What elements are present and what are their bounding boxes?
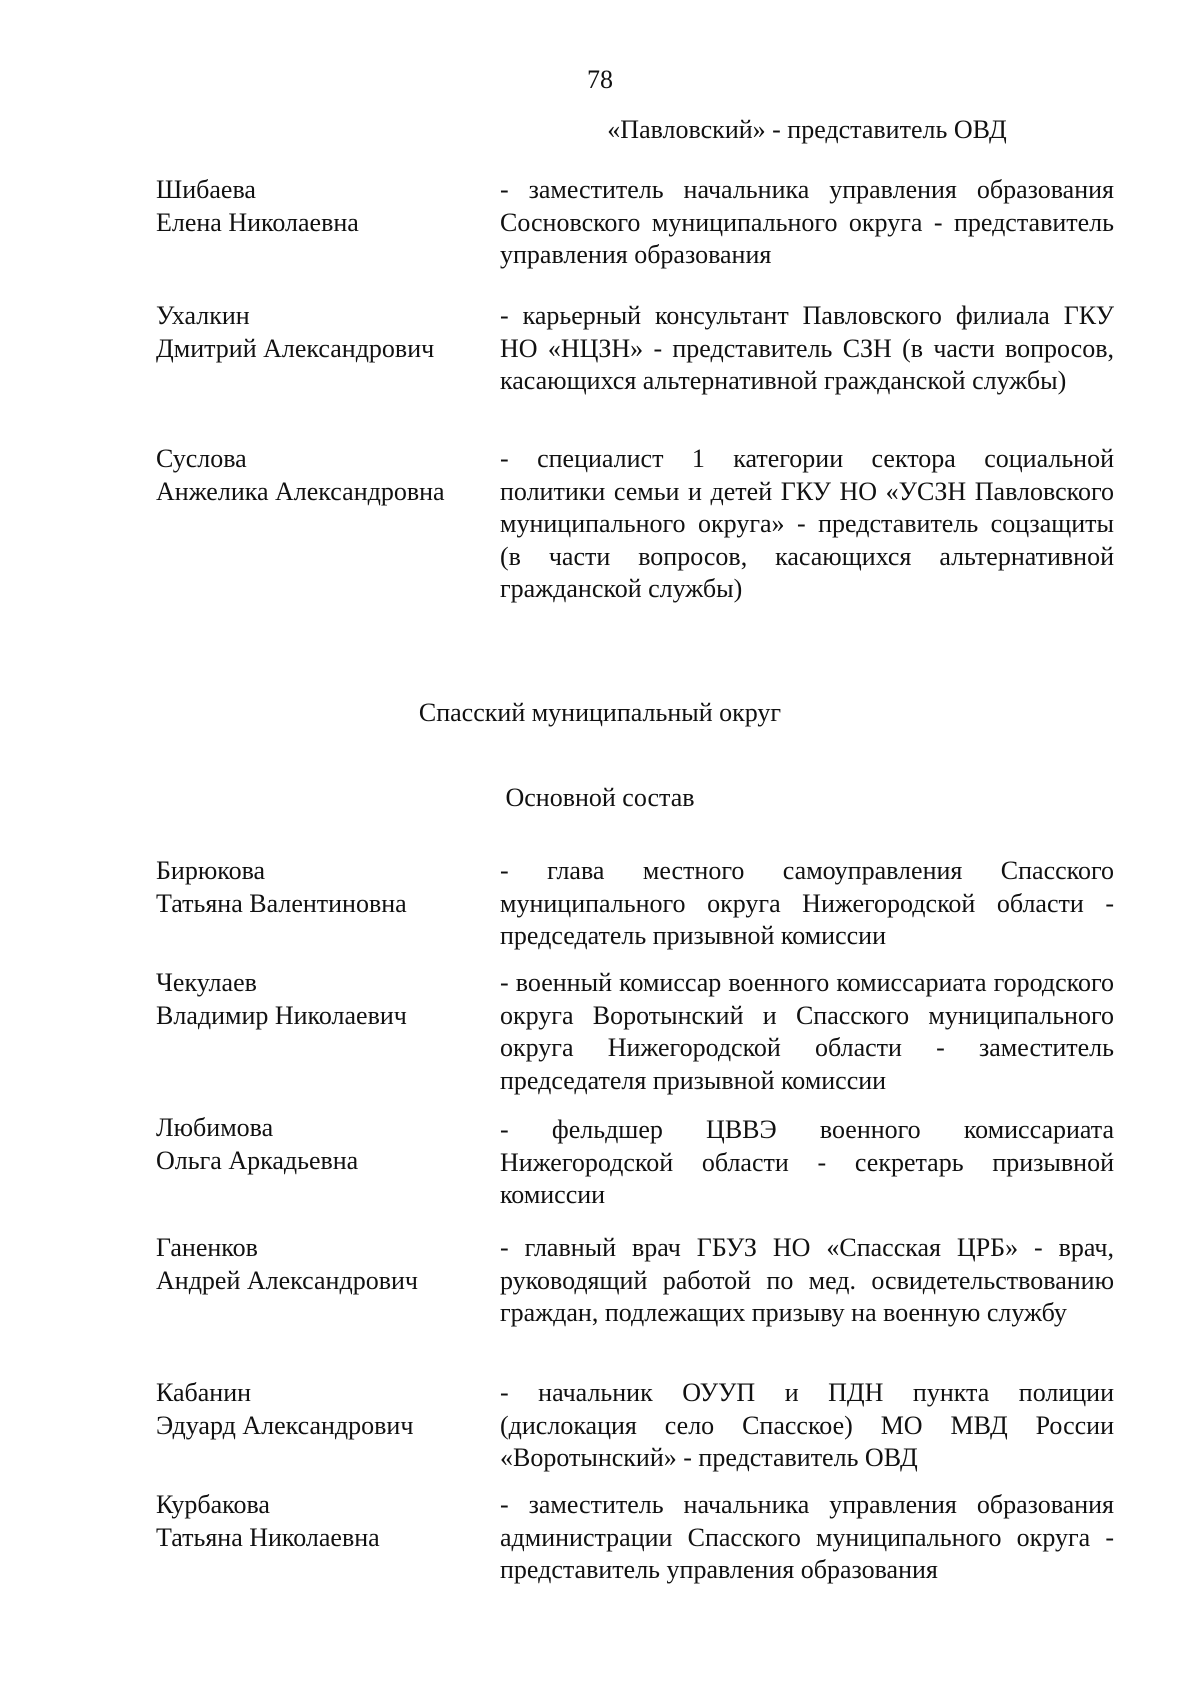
member-given-names: Эдуард Александрович xyxy=(156,1410,414,1440)
member-surname: Шибаева xyxy=(156,175,256,204)
member-given-names: Анжелика Александровна xyxy=(156,476,445,506)
member-surname: Ухалкин xyxy=(156,301,250,330)
member-role: - заместитель начальника управления образования администрации Спасского муниципального округа - представитель управления образования xyxy=(500,1490,1114,1585)
member-role: - главный врач ГБУЗ НО «Спасская ЦРБ» - врач, руководящий работой по мед. освидетельствованию граждан, подлежащих призыву на военную службу xyxy=(500,1233,1114,1328)
district-title: Спасский муниципальный округ xyxy=(418,698,782,727)
member-role: - начальник ОУУП и ПДН пункта полиции (дислокация село Спасское) МО МВД России «Воротынский» - представитель ОВД xyxy=(500,1378,1114,1473)
member-surname: Суслова xyxy=(156,444,247,473)
member-given-names: Татьяна Николаевна xyxy=(156,1522,380,1552)
member-name xyxy=(156,967,486,1032)
member-given-names: Елена Николаевна xyxy=(156,207,359,237)
member-role: - фельдшер ЦВВЭ военного комиссариата Нижегородской области - секретарь призывной комиссии xyxy=(500,1115,1114,1210)
member-surname: Любимова xyxy=(156,1113,274,1142)
member-role: - карьерный консультант Павловского филиала ГКУ НО «НЦЗН» - представитель СЗН (в части вопросов, касающихся альтернативной гражданской службы) xyxy=(500,301,1114,396)
member-surname: Ганенков xyxy=(156,1233,258,1262)
member-given-names: Владимир Николаевич xyxy=(156,1000,407,1030)
member-name xyxy=(156,174,486,239)
member-surname: Курбакова xyxy=(156,1490,270,1519)
member-name xyxy=(156,1112,486,1177)
member-surname: Чекулаев xyxy=(156,968,257,997)
member-name xyxy=(156,855,486,920)
member-given-names: Татьяна Валентиновна xyxy=(156,888,407,918)
member-name xyxy=(156,1489,486,1554)
member-role: - глава местного самоуправления Спасского муниципального округа Нижегородской области - председатель призывной комиссии xyxy=(500,856,1114,951)
member-name xyxy=(156,1377,486,1442)
member-role: - заместитель начальника управления образования Сосновского муниципального округа - представитель управления образования xyxy=(500,175,1114,270)
member-name xyxy=(156,1232,486,1297)
continuation-line: «Павловский» - представитель ОВД xyxy=(607,115,1007,144)
composition-title: Основной состав xyxy=(505,783,695,812)
member-surname: Кабанин xyxy=(156,1378,252,1407)
member-given-names: Дмитрий Александрович xyxy=(156,333,435,363)
member-given-names: Андрей Александрович xyxy=(156,1265,418,1295)
member-given-names: Ольга Аркадьевна xyxy=(156,1145,359,1175)
member-name xyxy=(156,443,486,508)
member-name xyxy=(156,300,486,365)
member-surname: Бирюкова xyxy=(156,856,266,885)
page-number: 78 xyxy=(587,65,613,94)
member-role: - специалист 1 категории сектора социальной политики семьи и детей ГКУ НО «УСЗН Павловского муниципального округа» - представитель соцзащиты (в части вопросов, касающихся альтернативной гражданской службы) xyxy=(500,444,1114,604)
member-role: - военный комиссар военного комиссариата городского округа Воротынский и Спасского муниципального округа Нижегородской области - заместитель председателя призывной комиссии xyxy=(500,968,1114,1095)
